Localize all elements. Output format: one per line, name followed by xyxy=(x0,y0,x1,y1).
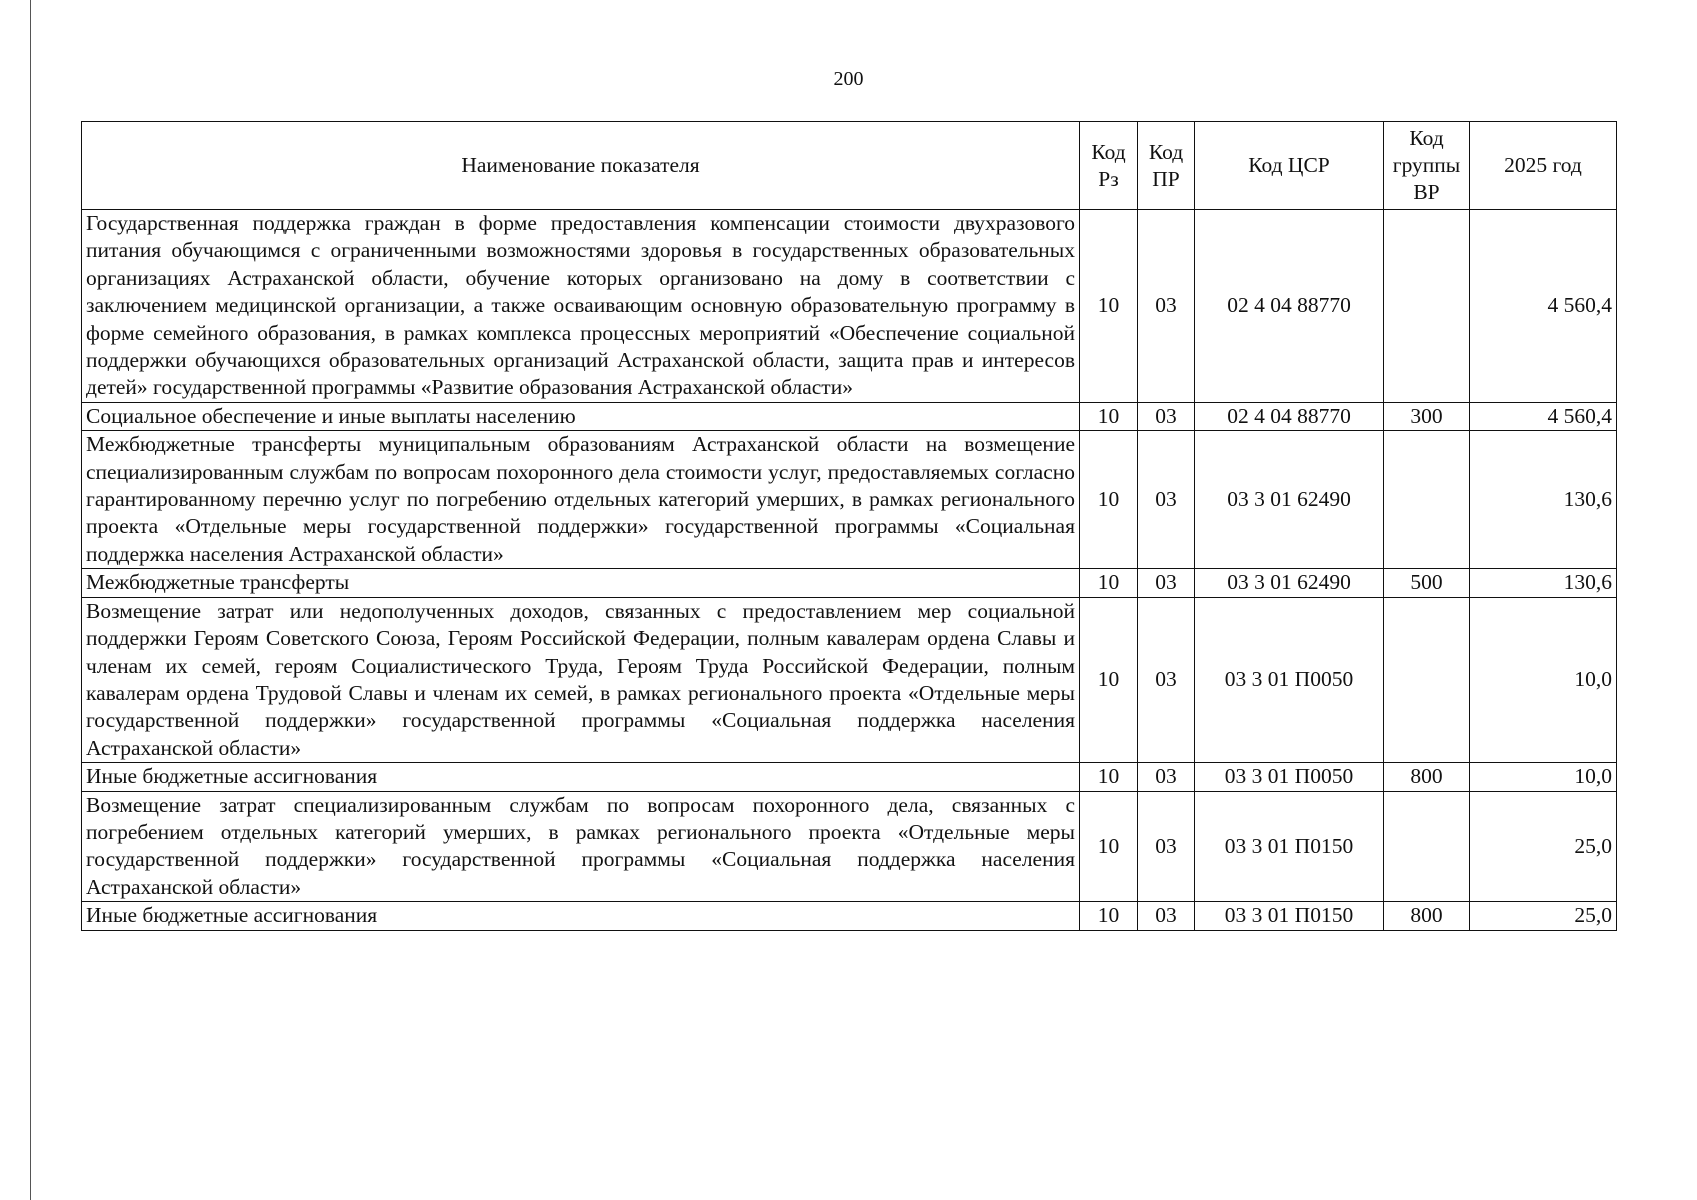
row-name: Государственная поддержка граждан в форме предоставления компенсации стоимости двухразового питания обучающимся с ограниченными возможностями здоровья в государственных образовательных организациях Астраханской области, обучение которых организовано на дому в соответствии с заключением медицинской организации, а также осваивающим основную образовательную программу в форме семейного образования, в рамках комплекса процессных мероприятий «Обеспечение социальной поддержки обучающихся образовательных организаций Астраханской области, защита прав и интересов детей» государственной программы «Развитие образования Астраханской области» xyxy=(82,210,1080,403)
row-name: Возмещение затрат специализированным службам по вопросам похоронного дела, связанных с погребением отдельных категорий умерших, в рамках регионального проекта «Отдельные меры государственной поддержки» государственной программы «Социальная поддержка населения Астраханской области» xyxy=(82,791,1080,902)
row-pr: 03 xyxy=(1138,791,1195,902)
row-pr: 03 xyxy=(1138,569,1195,597)
row-amount: 130,6 xyxy=(1470,569,1617,597)
row-amount: 10,0 xyxy=(1470,763,1617,791)
row-amount: 10,0 xyxy=(1470,597,1617,762)
row-rz: 10 xyxy=(1080,210,1138,403)
row-amount: 4 560,4 xyxy=(1470,210,1617,403)
row-vr xyxy=(1384,791,1470,902)
row-pr: 03 xyxy=(1138,763,1195,791)
row-amount: 130,6 xyxy=(1470,431,1617,569)
row-pr: 03 xyxy=(1138,210,1195,403)
row-name: Межбюджетные трансферты xyxy=(82,569,1080,597)
row-rz: 10 xyxy=(1080,569,1138,597)
row-csr: 02 4 04 88770 xyxy=(1195,402,1384,430)
row-vr xyxy=(1384,210,1470,403)
row-pr: 03 xyxy=(1138,902,1195,930)
row-vr: 800 xyxy=(1384,763,1470,791)
row-pr: 03 xyxy=(1138,597,1195,762)
table-row xyxy=(82,791,1617,902)
row-amount: 25,0 xyxy=(1470,902,1617,930)
row-rz: 10 xyxy=(1080,763,1138,791)
row-vr: 300 xyxy=(1384,402,1470,430)
row-amount: 25,0 xyxy=(1470,791,1617,902)
header-pr: Код ПР xyxy=(1138,122,1195,210)
row-name: Межбюджетные трансферты муниципальным образованиям Астраханской области на возмещение специализированным службам по вопросам похоронного дела стоимости услуг, предоставляемых согласно гарантированному перечню услуг по погребению отдельных категорий умерших, в рамках регионального проекта «Отдельные меры государственной поддержки» государственной программы «Социальная поддержка населения Астраханской области» xyxy=(82,431,1080,569)
row-rz: 10 xyxy=(1080,597,1138,762)
row-vr xyxy=(1384,431,1470,569)
row-rz: 10 xyxy=(1080,791,1138,902)
row-vr: 500 xyxy=(1384,569,1470,597)
budget-table xyxy=(81,121,1617,931)
row-name: Социальное обеспечение и иные выплаты населению xyxy=(82,402,1080,430)
table-row xyxy=(82,402,1617,430)
row-csr: 03 3 01 62490 xyxy=(1195,569,1384,597)
row-rz: 10 xyxy=(1080,402,1138,430)
row-pr: 03 xyxy=(1138,431,1195,569)
row-rz: 10 xyxy=(1080,431,1138,569)
row-name: Иные бюджетные ассигнования xyxy=(82,763,1080,791)
table-header-row xyxy=(82,122,1617,210)
row-vr: 800 xyxy=(1384,902,1470,930)
row-csr: 03 3 01 П0150 xyxy=(1195,791,1384,902)
row-csr: 03 3 01 62490 xyxy=(1195,431,1384,569)
header-csr: Код ЦСР xyxy=(1195,122,1384,210)
row-csr: 02 4 04 88770 xyxy=(1195,210,1384,403)
row-amount: 4 560,4 xyxy=(1470,402,1617,430)
table-row xyxy=(82,597,1617,762)
row-csr: 03 3 01 П0150 xyxy=(1195,902,1384,930)
header-vr: Код группы ВР xyxy=(1384,122,1470,210)
header-year: 2025 год xyxy=(1470,122,1617,210)
header-rz: Код Рз xyxy=(1080,122,1138,210)
page-number: 200 xyxy=(833,68,864,90)
row-name: Иные бюджетные ассигнования xyxy=(82,902,1080,930)
scan-edge-line xyxy=(30,0,31,1200)
table-row xyxy=(82,431,1617,569)
table-row xyxy=(82,210,1617,403)
table-row xyxy=(82,902,1617,930)
table-row xyxy=(82,763,1617,791)
row-name: Возмещение затрат или недополученных доходов, связанных с предоставлением мер социальной поддержки Героям Советского Союза, Героям Российской Федерации, полным кавалерам ордена Славы и членам их семей, героям Социалистического Труда, Героям Труда Российской Федерации, полным кавалерам ордена Трудовой Славы и членам их семей, в рамках регионального проекта «Отдельные меры государственной поддержки» государственной программы «Социальная поддержка населения Астраханской области» xyxy=(82,597,1080,762)
row-vr xyxy=(1384,597,1470,762)
header-name: Наименование показателя xyxy=(82,122,1080,210)
row-csr: 03 3 01 П0050 xyxy=(1195,763,1384,791)
row-rz: 10 xyxy=(1080,902,1138,930)
table-row xyxy=(82,569,1617,597)
row-csr: 03 3 01 П0050 xyxy=(1195,597,1384,762)
row-pr: 03 xyxy=(1138,402,1195,430)
